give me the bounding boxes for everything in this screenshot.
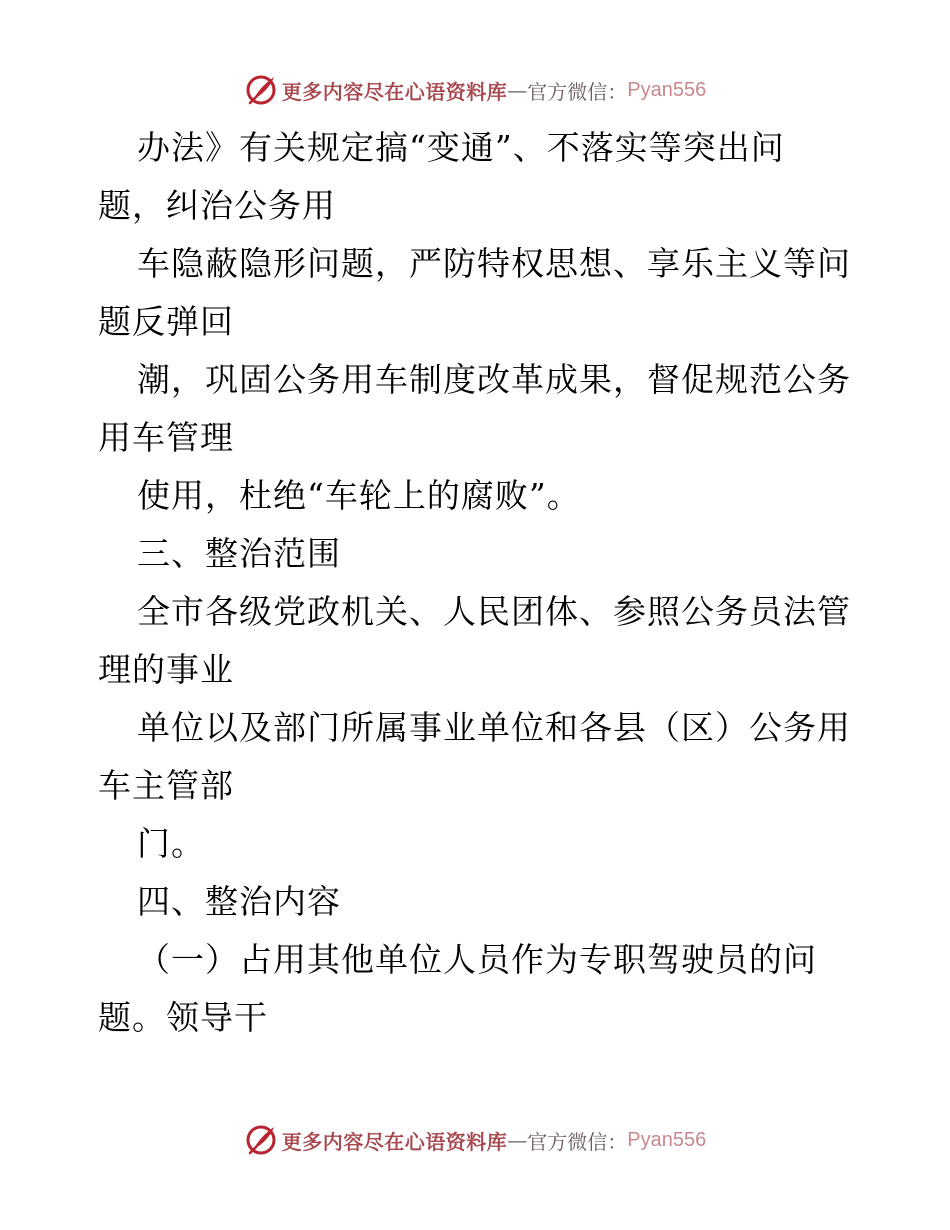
paragraph-line: 车隐蔽隐形问题，严防特权思想、享乐主义等问	[137, 244, 851, 283]
watermark-separator: —	[507, 78, 528, 102]
watermark-label: 官方微信：	[527, 79, 628, 104]
watermark-title: 更多内容尽在心语资料库	[281, 1129, 508, 1154]
paragraph-line: 潮，巩固公务用车制度改革成果，督促规范公务	[137, 360, 851, 399]
watermark-id: Pyan556	[627, 78, 707, 101]
paragraph-line: 办法》有关规定搞“变通”、不落实等突出问	[137, 128, 785, 167]
watermark-label: 官方微信：	[527, 1129, 628, 1154]
paragraph-line: 使用，杜绝“车轮上的腐败”。	[137, 476, 581, 515]
paragraph-line: 题，纠治公务用	[98, 186, 336, 225]
paragraph-line: （一）占用其他单位人员作为专职驾驶员的问	[137, 940, 817, 979]
header-watermark	[0, 70, 950, 110]
paragraph-line: 车主管部	[98, 766, 234, 805]
quill-logo-icon	[244, 73, 278, 107]
watermark-id: Pyan556	[627, 1128, 707, 1151]
paragraph-line: 用车管理	[98, 418, 234, 457]
paragraph-line: 理的事业	[98, 650, 234, 689]
paragraph-line: 题。领导干	[98, 998, 268, 1037]
paragraph-line: 题反弹回	[98, 302, 234, 341]
paragraph-line: 全市各级党政机关、人民团体、参照公务员法管	[137, 592, 851, 631]
watermark-title: 更多内容尽在心语资料库	[281, 79, 508, 104]
paragraph-line: 单位以及部门所属事业单位和各县（区）公务用	[137, 708, 851, 747]
section-heading: 四、整治内容	[137, 882, 341, 921]
watermark-separator: —	[507, 1128, 528, 1152]
paragraph-line: 门。	[137, 824, 205, 863]
section-heading: 三、整治范围	[137, 534, 341, 573]
quill-logo-icon	[244, 1123, 278, 1157]
footer-watermark	[0, 1120, 950, 1160]
